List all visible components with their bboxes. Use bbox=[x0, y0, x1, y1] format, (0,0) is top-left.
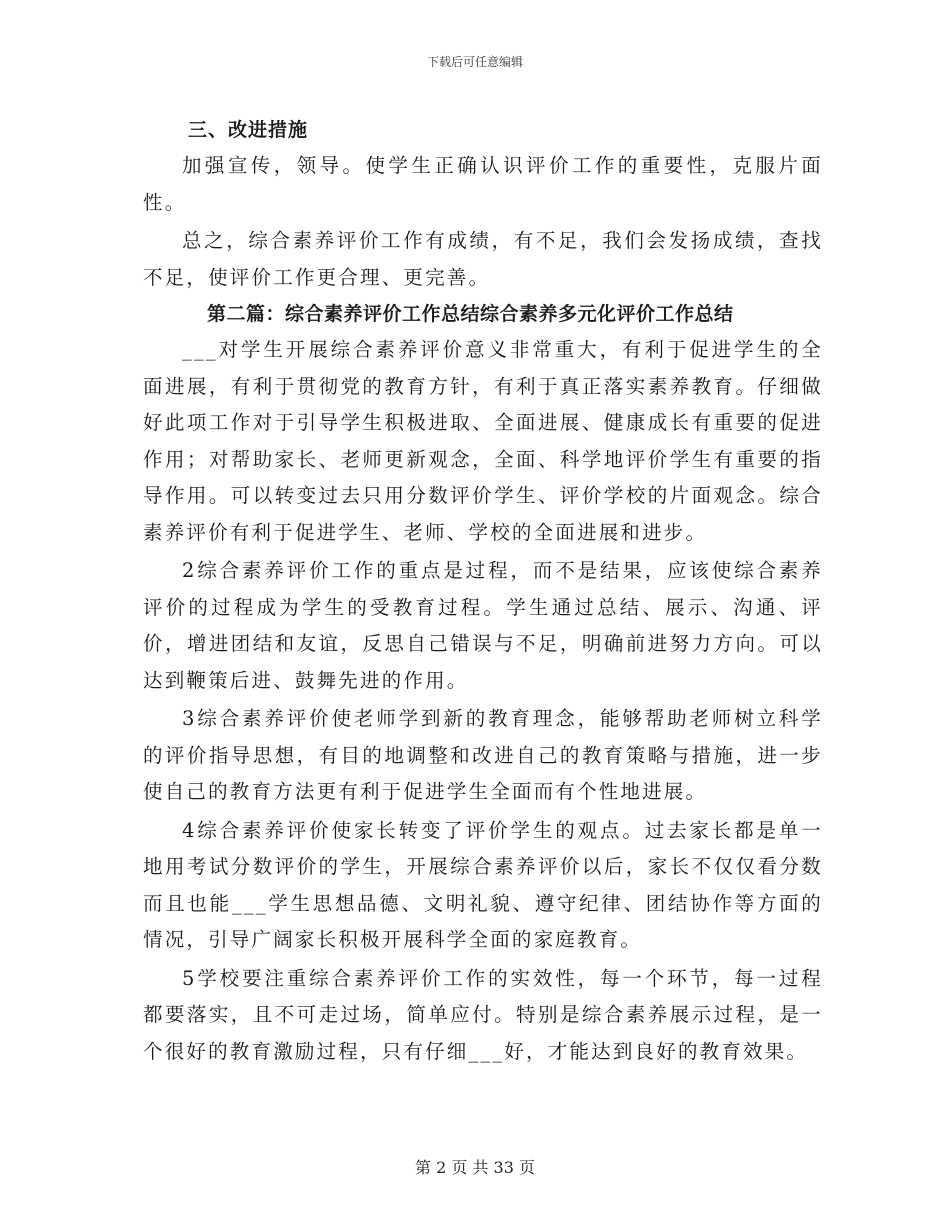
page-number: 第 2 页 共 33 页 bbox=[415, 1158, 535, 1177]
paragraph: 加强宣传，领导。使学生正确认识评价工作的重要性，克服片面性。 bbox=[143, 154, 823, 214]
header-note: 下载后可任意编辑 bbox=[426, 55, 523, 69]
paragraph: ___对学生开展综合素养评价意义非常重大，有利于促进学生的全面进展，有利于贯彻党的教育方针，有利于真正落实素养教育。仔细做好此项工作对于引导学生积极进取、全面进展、健康成长有重要的促进作用；对帮助家长、老师更新观念，全面、科学地评价学生有重要的指导作用。可以转变过去只用分数评价学生、评价学校的片面观念。综合素养评价有利于促进学生、老师、学校的全面进展和进步。 bbox=[143, 338, 823, 544]
paragraph: 4综合素养评价使家长转变了评价学生的观点。过去家长都是单一地用考试分数评价的学生，开展综合素养评价以后，家长不仅仅看分数而且也能___学生思想品德、文明礼貌、遵守纪律、团结协作等方面的情况，引导广阔家长积极开展科学全面的家庭教育。 bbox=[143, 818, 823, 951]
paragraph: 3综合素养评价使老师学到新的教育理念，能够帮助老师树立科学的评价指导思想，有目的地调整和改进自己的教育策略与措施，进一步使自己的教育方法更有利于促进学生全面而有个性地进展。 bbox=[143, 707, 823, 803]
section-heading-improvements: 三、改进措施 bbox=[188, 119, 309, 141]
document-body bbox=[143, 112, 823, 1070]
paragraph: 总之，综合素养评价工作有成绩，有不足，我们会发扬成绩，查找不足，使评价工作更合理、更完善。 bbox=[143, 229, 823, 289]
paragraph: 5学校要注重综合素养评价工作的实效性，每一个环节，每一过程都要落实，且不可走过场，简单应付。特别是综合素养展示过程，是一个很好的教育激励过程，只有仔细___好，才能达到良好的教育效果。 bbox=[143, 966, 823, 1063]
part-two-heading: 第二篇：综合素养评价工作总结综合素养多元化评价工作总结 bbox=[207, 303, 734, 325]
paragraph: 2综合素养评价工作的重点是过程，而不是结果，应该使综合素养评价的过程成为学生的受教育过程。学生通过总结、展示、沟通、评价，增进团结和友谊，反思自己错误与不足，明确前进努力方向。可以达到鞭策后进、鼓舞先进的作用。 bbox=[143, 559, 823, 692]
